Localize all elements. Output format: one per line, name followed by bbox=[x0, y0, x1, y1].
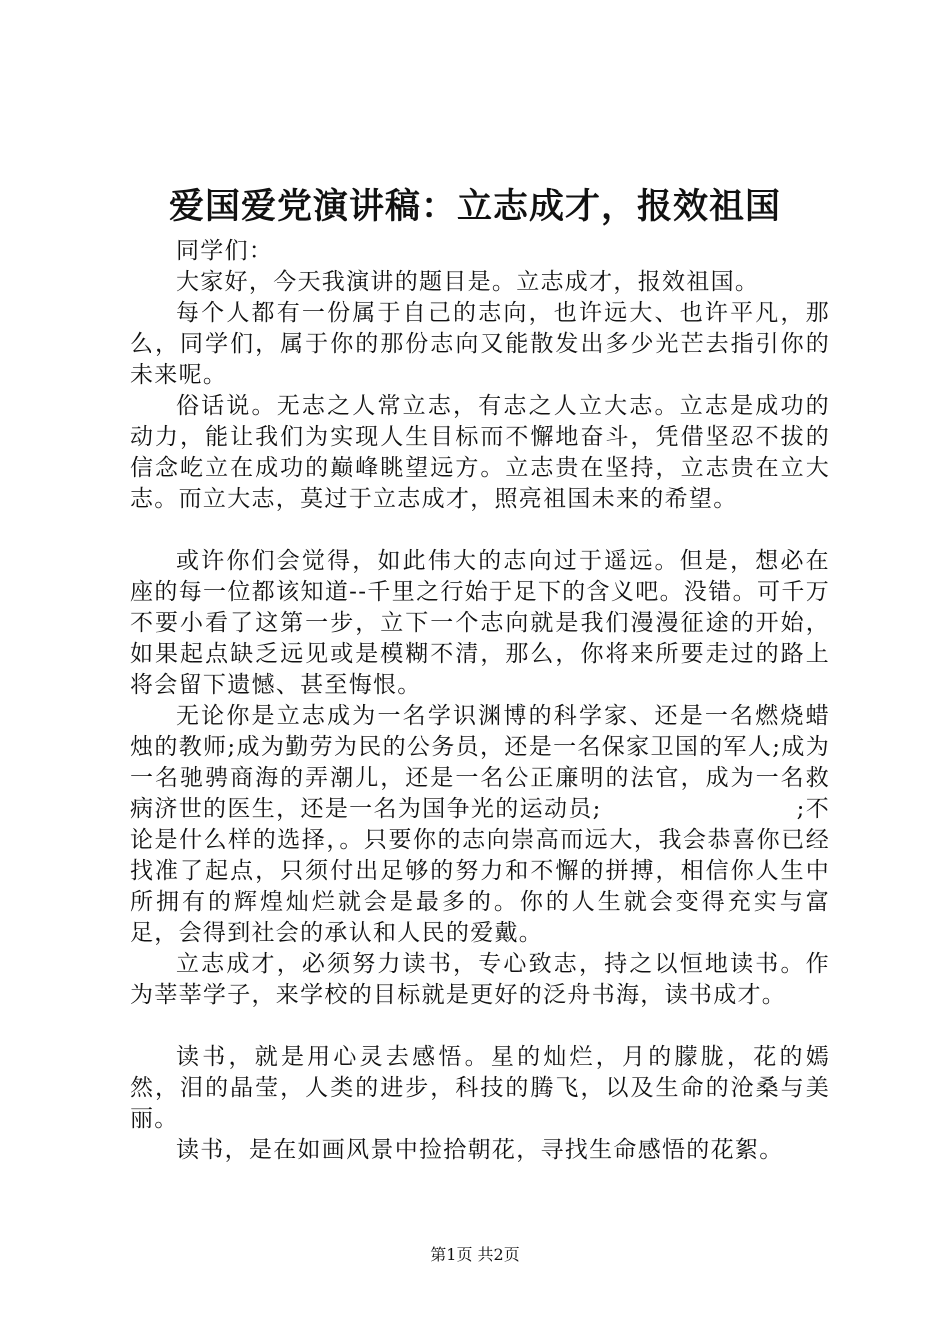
paragraph: 大家好，今天我演讲的题目是。立志成才，报效祖国。 bbox=[176, 269, 760, 295]
document-body bbox=[130, 236, 830, 1166]
paragraph: 读书，是在如画风景中捡拾朝花，寻找生命感悟的花絮。 bbox=[176, 1137, 784, 1163]
paragraph-greeting: 同学们： bbox=[176, 238, 274, 264]
paragraph: 每个人都有一份属于自己的志向，也许远大、也许平凡，那么，同学们，属于你的那份志向又能散发出多少光芒去指引你的未来呢。 bbox=[130, 300, 830, 388]
paragraph: 立志成才，必须努力读书，专心致志，持之以恒地读书。作为莘莘学子，来学校的目标就是更好的泛舟书海，读书成才。 bbox=[130, 951, 830, 1008]
paragraph: 读书，就是用心灵去感悟。星的灿烂，月的朦胧，花的嫣然，泪的晶莹，人类的进步，科技的腾飞，以及生命的沧桑与美丽。 bbox=[130, 1044, 830, 1132]
paragraph: 俗话说。无志之人常立志，有志之人立大志。立志是成功的动力，能让我们为实现人生目标而不懈地奋斗，凭借坚忍不拔的信念屹立在成功的巅峰眺望远方。立志贵在坚持，立志贵在立大志。而立大志，莫过于立志成才，照亮祖国未来的希望。 bbox=[130, 393, 830, 512]
paragraph: 或许你们会觉得，如此伟大的志向过于遥远。但是，想必在座的每一位都该知道--千里之行始于足下的含义吧。没错。可千万不要小看了这第一步，立下一个志向就是我们漫漫征途的开始，如果起点缺乏远见或是模糊不清，那么，你将来所要走过的路上将会留下遗憾、甚至悔恨。 bbox=[130, 548, 830, 698]
paragraph: 无论你是立志成为一名学识渊博的科学家、还是一名燃烧蜡烛的教师;成为勤劳为民的公务员，还是一名保家卫国的军人;成为一名驰骋商海的弄潮儿，还是一名公正廉明的法官，成为一名救病济世的医生，还是一名为国争光的运动员; ;不论是什么样的选择，。只要你的志向崇高而远大，我会恭喜你已经找准了起点，只须付出足够的努力和不懈的拼搏，相信你人生中所拥有的辉煌灿烂就会是最多的。你的人生就会变得充实与富足，会得到社会的承认和人民的爱戴。 bbox=[130, 703, 830, 946]
page-footer: 第1页 共2页 bbox=[430, 1245, 520, 1264]
document-title: 爱国爱党演讲稿：立志成才，报效祖国 bbox=[168, 186, 781, 227]
